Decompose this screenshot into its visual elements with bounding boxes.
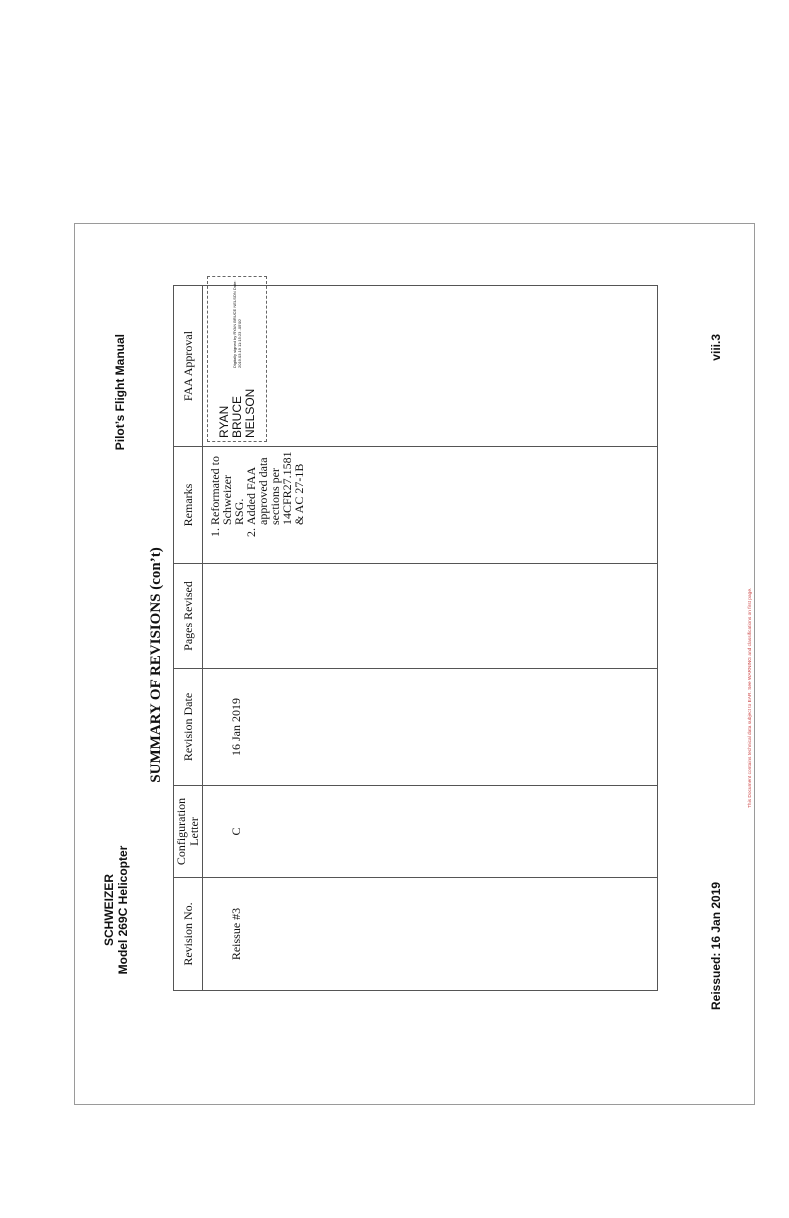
col-faa-approval: FAA Approval: [174, 286, 203, 447]
remark-item: [245, 453, 305, 537]
remark-item: [209, 453, 245, 537]
page-title: SUMMARY OF REVISIONS (con’t): [148, 547, 164, 783]
remark-number: 2.: [244, 528, 258, 537]
col-config-line2: Letter: [187, 817, 201, 846]
table-header-row: [174, 286, 203, 991]
cell-pages-revised: [203, 564, 658, 669]
col-config-line1: Configuration: [174, 797, 188, 866]
table-row: [203, 286, 658, 991]
remark-text: Reformated to Schweizer RSG.: [208, 456, 246, 525]
export-control-notice: This Document contains technical data subject to EAR. See WARNING and classifications on first page.: [748, 587, 753, 808]
col-remarks: Remarks: [174, 447, 203, 564]
signer-name: RYAN BRUCE NELSON: [216, 388, 257, 438]
document-page: [74, 223, 755, 1105]
remark-text: Added FAA approved data sections per 14CFR27.1581 & AC 27-1B: [244, 451, 306, 525]
signature-details: Digitally signed by RYAN BRUCE NELSON Date: 2019.03.19 11:15:23 -05'00': [232, 280, 242, 368]
remark-number: 1.: [208, 528, 222, 537]
header-left: [102, 810, 130, 1010]
cell-faa-approval: [203, 280, 658, 447]
reissued-date: Reissued: 16 Jan 2019: [709, 881, 723, 1010]
cell-revision-date: 16 Jan 2019: [203, 669, 658, 786]
cell-config-letter: C: [203, 786, 658, 878]
manual-title: Pilot’s Flight Manual: [113, 334, 127, 451]
digital-signature-box: [207, 276, 267, 442]
col-revision-no: Revision No.: [174, 878, 203, 991]
model-name: Model 269C Helicopter: [116, 845, 130, 975]
col-pages-revised: Pages Revised: [174, 564, 203, 669]
remarks-list: [209, 453, 305, 537]
company-name: SCHWEIZER: [102, 874, 116, 946]
col-configuration-letter: [174, 786, 203, 878]
page-number: viii.3: [709, 334, 723, 361]
revisions-table: [173, 280, 658, 991]
col-revision-date: Revision Date: [174, 669, 203, 786]
cell-remarks: [203, 447, 658, 564]
cell-revision-no: Reissue #3: [203, 878, 658, 991]
page-content-rotated: [75, 224, 756, 1106]
